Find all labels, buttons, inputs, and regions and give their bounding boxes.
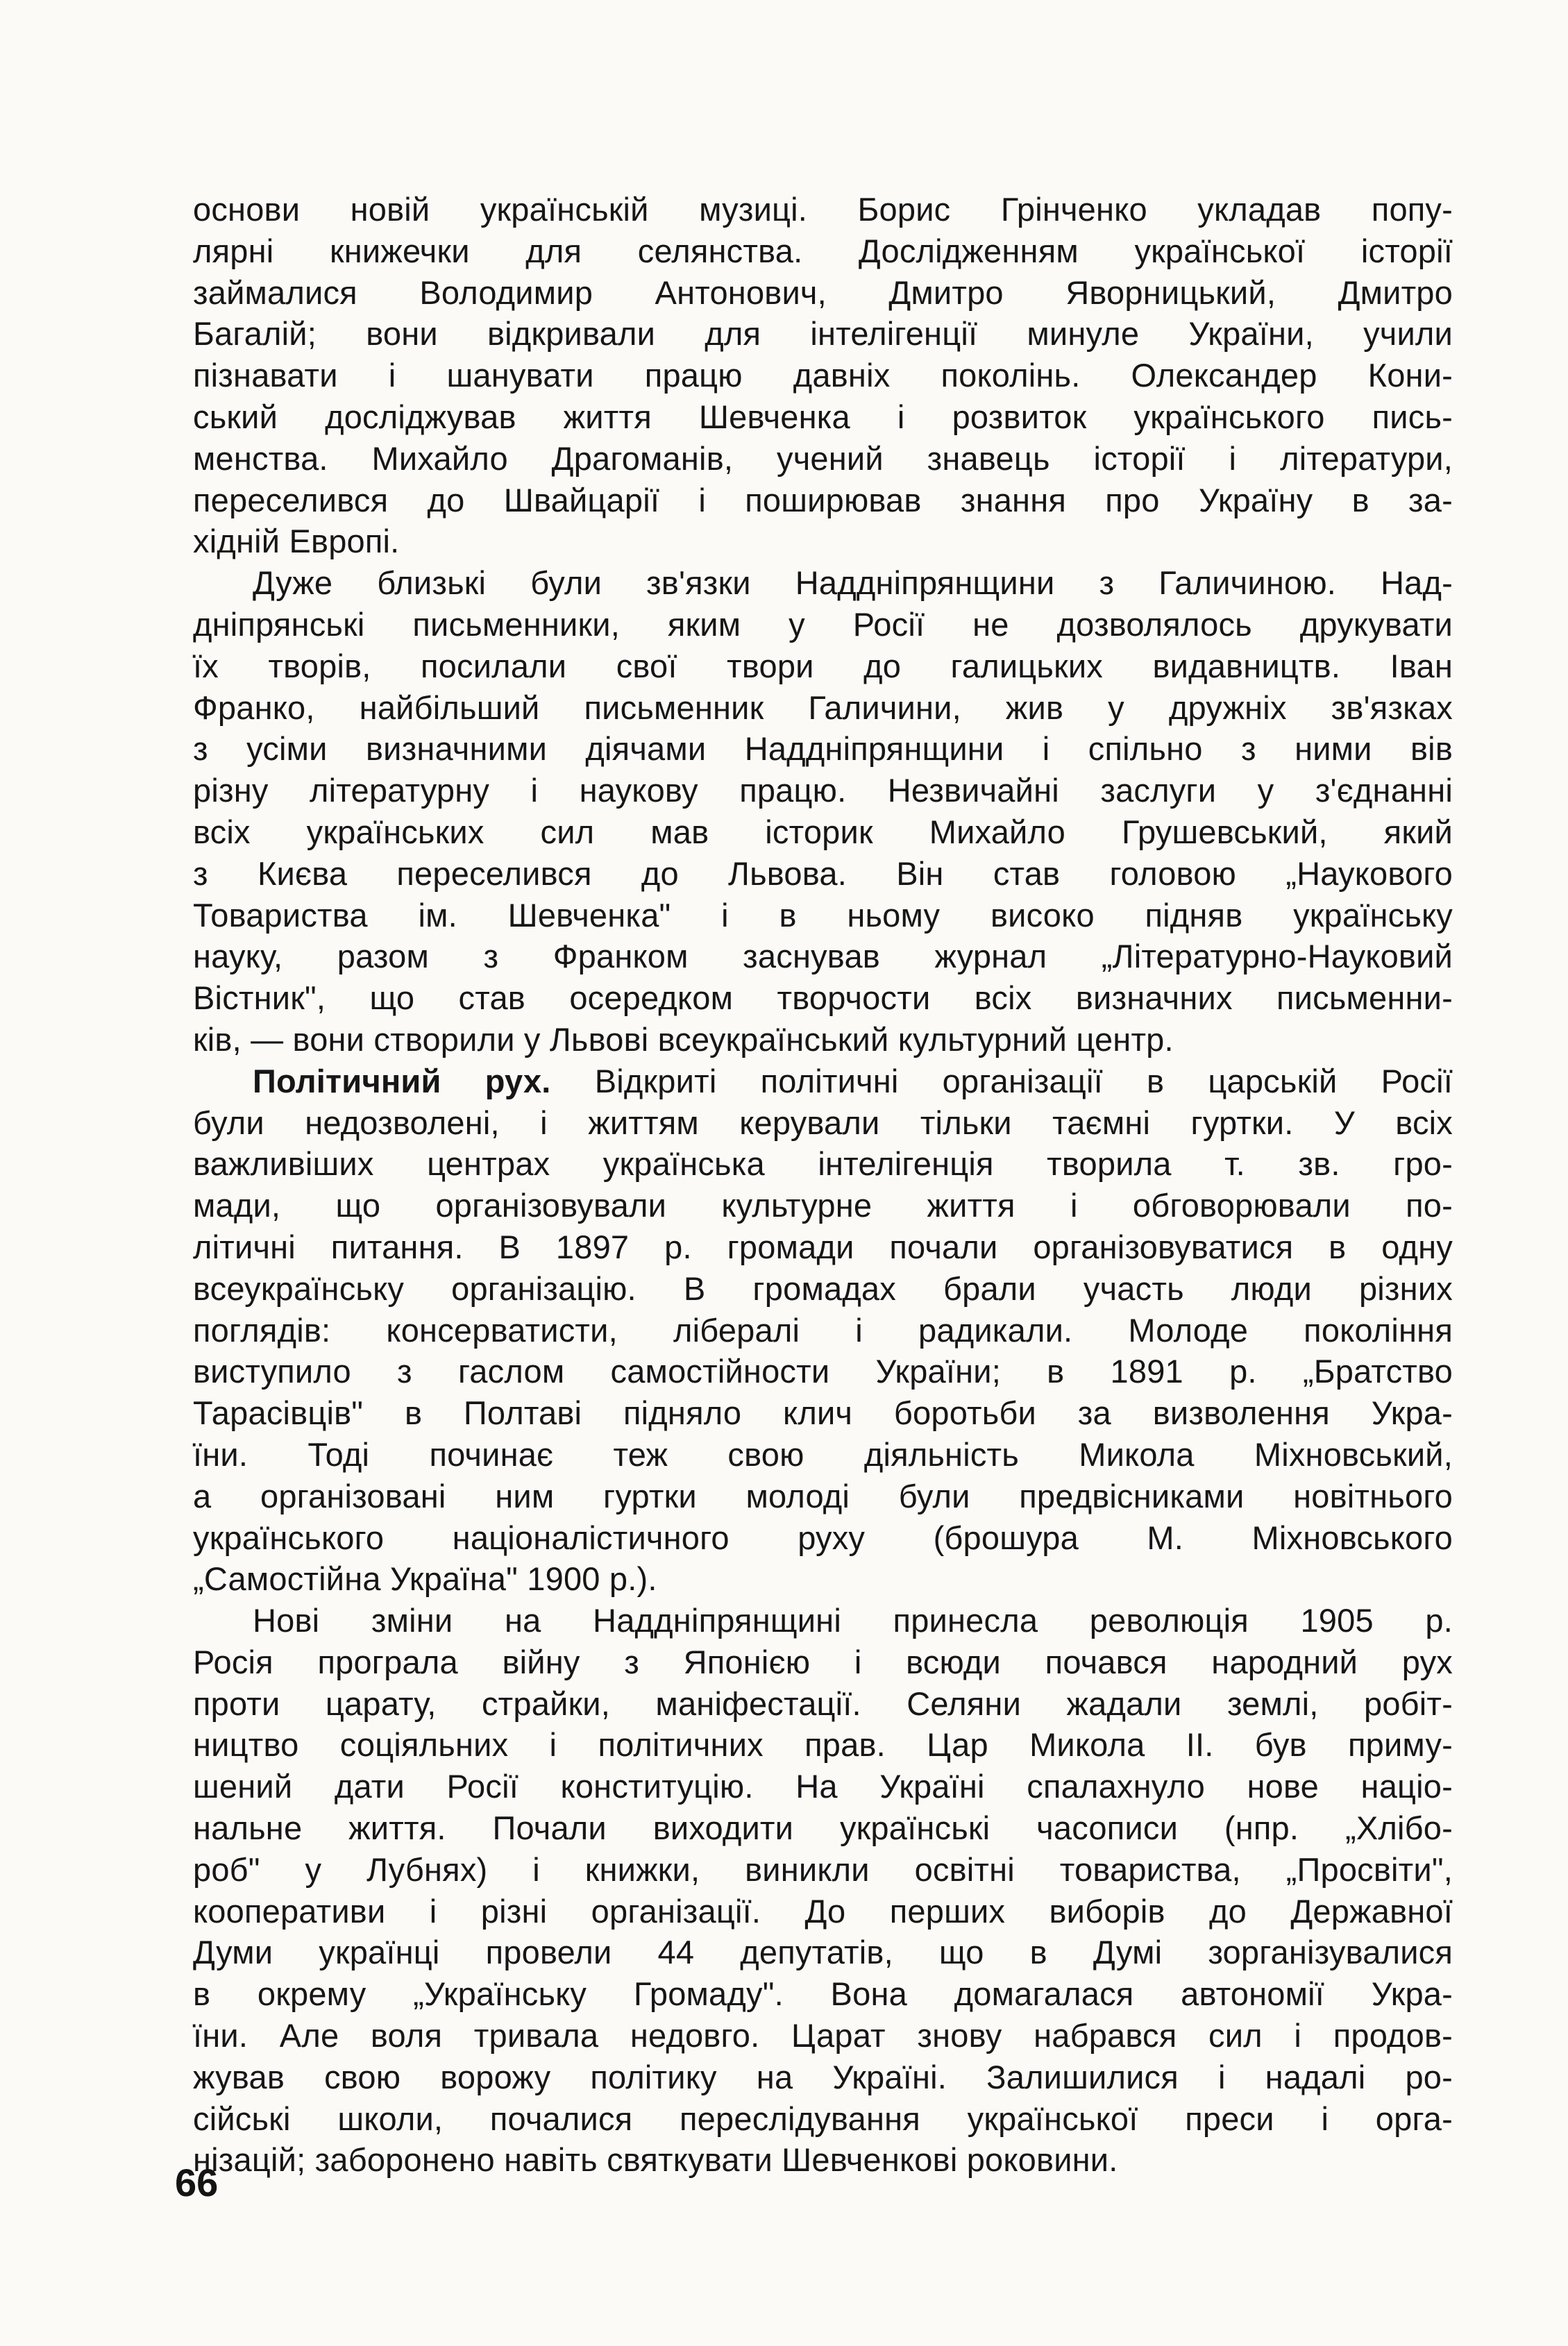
text-line	[193, 1061, 1453, 1102]
text-line: їни. Тоді починає теж свою діяльність Микола Міхновський,	[193, 1435, 1453, 1473]
text-line: кооперативи і різні організації. До перших виборів до Державної	[193, 1892, 1453, 1930]
text-line: ництво соціяльних і політичних прав. Цар Микола II. був приму-	[193, 1726, 1453, 1764]
text-line: „Самостійна Україна" 1900 р.).	[193, 1560, 657, 1598]
section-heading: Політичний рух.	[253, 1062, 551, 1099]
text-line: в окрему „Українську Громаду". Вона домагалася автономії Укра-	[193, 1975, 1453, 2013]
text-line: з Києва переселився до Львова. Він став головою „Наукового	[193, 854, 1453, 892]
text-line: Тарасівців" в Полтаві підняло клич боротьби за визволення Укра-	[193, 1394, 1453, 1432]
text-line: поглядів: консерватисти, лібералі і радикали. Молоде покоління	[193, 1311, 1453, 1349]
text-line: Вістник", що став осередком творчости всіх визначних письменни-	[193, 979, 1453, 1017]
text-line: Товариства ім. Шевченка" і в ньому високо підняв українську	[193, 896, 1453, 934]
text-line: нальне життя. Почали виходити українські часописи (нпр. „Хлібо-	[193, 1809, 1453, 1847]
text-line: займалися Володимир Антонович, Дмитро Яворницький, Дмитро	[193, 273, 1453, 311]
text-line: основи новій українській музиці. Борис Грінченко укладав попу-	[193, 191, 1453, 228]
text-line: хідній Европі.	[193, 523, 400, 560]
text-line: різну літературну і наукову працю. Незвичайні заслуги у з'єднанні	[193, 772, 1453, 809]
text-line: сійські школи, почалися переслідування української преси і орга-	[193, 2100, 1453, 2137]
text-line: лярні книжечки для селянства. Дослідженням української історії	[193, 232, 1453, 269]
text-line: літичні питання. В 1897 р. громади почали організовуватися в одну	[193, 1228, 1453, 1265]
body-text	[193, 189, 1453, 2181]
text-line: виступило з гаслом самостійности України; в 1891 р. „Братство	[193, 1353, 1453, 1390]
text-line: жував свою ворожу політику на Україні. Залишилися і надалі ро-	[193, 2058, 1453, 2095]
text-line: з усіми визначними діячами Наддніпрянщини і спільно з ними вів	[193, 730, 1453, 768]
text-run: Відкриті політичні організації в царській Росії	[550, 1062, 1453, 1099]
text-line: менства. Михайло Драгоманів, учений знавець історії і літератури,	[193, 439, 1453, 477]
text-line: переселився до Швайцарії і поширював знання про Україну в за-	[193, 481, 1453, 518]
text-line: Думи українці провели 44 депутатів, що в Думі зорганізувалися	[193, 1934, 1453, 1971]
text-line: всіх українських сил мав історик Михайло Грушевський, який	[193, 813, 1453, 850]
text-line: важливіших центрах українська інтелігенція творила т. зв. гро-	[193, 1145, 1453, 1183]
text-line: мади, що організовували культурне життя і обговорювали по-	[193, 1187, 1453, 1224]
text-line: українського націоналістичного руху (брошура М. Міхновського	[193, 1519, 1453, 1556]
text-line: науку, разом з Франком заснував журнал „Літературно-Науковий	[193, 938, 1453, 975]
text-line: їх творів, посилали свої твори до галицьких видавництв. Іван	[193, 647, 1453, 684]
text-line: ський досліджував життя Шевченка і розвиток українського пись-	[193, 398, 1453, 435]
text-line: Нові зміни на Наддніпрянщині принесла революція 1905 р.	[253, 1602, 1453, 1639]
text-line: Багалій; вони відкривали для інтелігенції минуле України, учили	[193, 315, 1453, 353]
text-line: Франко, найбільший письменник Галичини, жив у дружніх зв'язках	[193, 689, 1453, 726]
text-line: нізацій; заборонено навіть святкувати Шевченкові роковини.	[193, 2141, 1118, 2179]
text-line: проти царату, страйки, маніфестації. Селяни жадали землі, робіт-	[193, 1685, 1453, 1722]
text-line: Росія програла війну з Японією і всюди почався народний рух	[193, 1643, 1453, 1680]
text-line: пізнавати і шанувати працю давніх поколінь. Олександер Кони-	[193, 357, 1453, 394]
text-line: роб" у Лубнях) і книжки, виникли освітні товариства, „Просвіти",	[193, 1850, 1453, 1888]
text-line: всеукраїнську організацію. В громадах брали участь люди різних	[193, 1269, 1453, 1307]
text-line: шений дати Росії конституцію. На Україні спалахнуло нове націо-	[193, 1768, 1453, 1805]
text-line: їни. Але воля тривала недовго. Царат знову набрався сил і продов-	[193, 2017, 1453, 2054]
text-line: Дуже близькі були зв'язки Наддніпрянщини з Галичиною. Над-	[253, 564, 1453, 602]
text-line: ків, — вони створили у Львові всеукраїнський культурний центр.	[193, 1020, 1174, 1058]
text-line: а організовані ним гуртки молоді були предвісниками новітнього	[193, 1477, 1453, 1514]
page-number: 66	[175, 2161, 219, 2204]
text-line: були недозволені, і життям керували тільки таємні гуртки. У всіх	[193, 1104, 1453, 1141]
text-line: дніпрянські письменники, яким у Росії не дозволялось друкувати	[193, 605, 1453, 643]
